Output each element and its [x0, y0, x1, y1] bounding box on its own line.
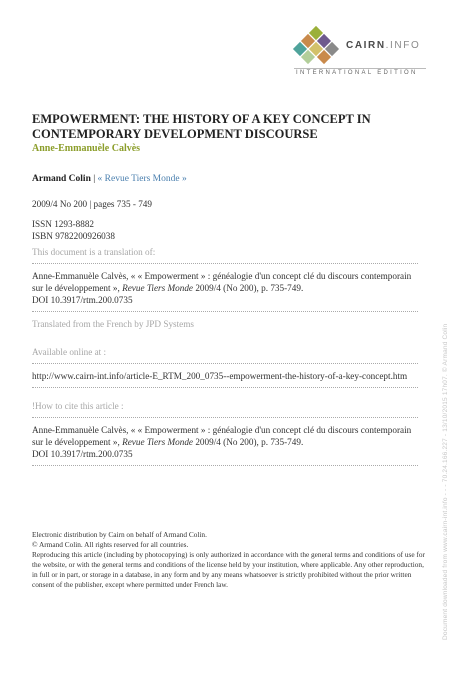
publication-line	[32, 173, 418, 185]
journal-link[interactable]: « Revue Tiers Monde »	[97, 174, 187, 184]
article-title	[32, 112, 418, 142]
dotted-divider	[32, 263, 418, 264]
dotted-divider	[32, 387, 418, 388]
title-line-1: EMPOWERMENT: THE HISTORY OF A KEY CONCEPT IN	[32, 112, 371, 126]
available-label: Available online at :	[32, 347, 107, 357]
original-reference-text: Anne-Emmanuèle Calvès, « « Empowerment » : généalogie d'un concept clé du discours contemporain sur le développement »,	[32, 271, 412, 293]
isbn: ISBN 9782200926038	[32, 231, 115, 241]
copyright-note: © Armand Colin. All rights reserved for all countries.	[32, 540, 189, 549]
legal-footer	[32, 530, 427, 590]
citation-issue: 2009/4 (No 200), p. 735-749.	[193, 437, 304, 447]
original-doi: DOI 10.3917/rtm.200.0735	[32, 295, 133, 305]
dotted-divider	[32, 363, 418, 364]
citation-text: Anne-Emmanuèle Calvès, « « Empowerment » : généalogie d'un concept clé du discours contemporain sur le développement »,	[32, 425, 412, 447]
article-info	[32, 112, 418, 472]
publisher-name: Armand Colin	[32, 174, 91, 184]
citation	[32, 424, 418, 460]
cite-label: !How to cite this article :	[32, 401, 124, 411]
citation-journal: Revue Tiers Monde	[122, 437, 194, 447]
logo-wordmark	[346, 40, 420, 51]
translation-label: This document is a translation of:	[32, 247, 156, 257]
publisher-separator: |	[90, 174, 98, 184]
original-reference-issue: 2009/4 (No 200), p. 735-749.	[193, 283, 304, 293]
logo-divider	[294, 68, 426, 69]
translated-from: Translated from the French by JPD Systems	[32, 319, 194, 329]
issn: ISSN 1293-8882	[32, 219, 95, 229]
article-author: Anne-Emmanuèle Calvès	[32, 143, 141, 154]
citation-doi: DOI 10.3917/rtm.200.0735	[32, 449, 133, 459]
original-reference	[32, 270, 418, 306]
dotted-divider	[32, 465, 418, 466]
download-watermark: Document downloaded from www.cairn-int.info - - - 70.24.166.227 - 13/10/2015 17h07. © Armand Colin	[442, 323, 449, 640]
original-journal: Revue Tiers Monde	[122, 283, 194, 293]
logo-brand: CAIRN	[346, 40, 386, 51]
title-line-2: CONTEMPORARY DEVELOPMENT DISCOURSE	[32, 127, 318, 141]
article-url[interactable]: http://www.cairn-int.info/article-E_RTM_200_0735--empowerment-the-history-of-a-key-concept.htm	[32, 371, 408, 381]
reproduction-notice: Reproducing this article (including by photocopying) is only authorized in accordance with the general terms and conditions of use for the website, or with the general terms and conditions of the license held by your institution, where applicable. Any other reproduction, in full or in part, or storage in a database, in any form and by any means whatsoever is strictly prohibited without the prior written consent of the publisher, except where permitted under French law.	[32, 550, 425, 589]
distribution-note: Electronic distribution by Cairn on behalf of Armand Colin.	[32, 530, 207, 539]
logo-diamonds-icon	[294, 28, 338, 64]
issue-pages: 2009/4 No 200 | pages 735 - 749	[32, 199, 152, 209]
dotted-divider	[32, 417, 418, 418]
logo-suffix: .INFO	[385, 40, 421, 51]
dotted-divider	[32, 311, 418, 312]
logo-subtitle: INTERNATIONAL EDITION	[296, 70, 418, 76]
cairn-logo[interactable]	[294, 28, 432, 78]
